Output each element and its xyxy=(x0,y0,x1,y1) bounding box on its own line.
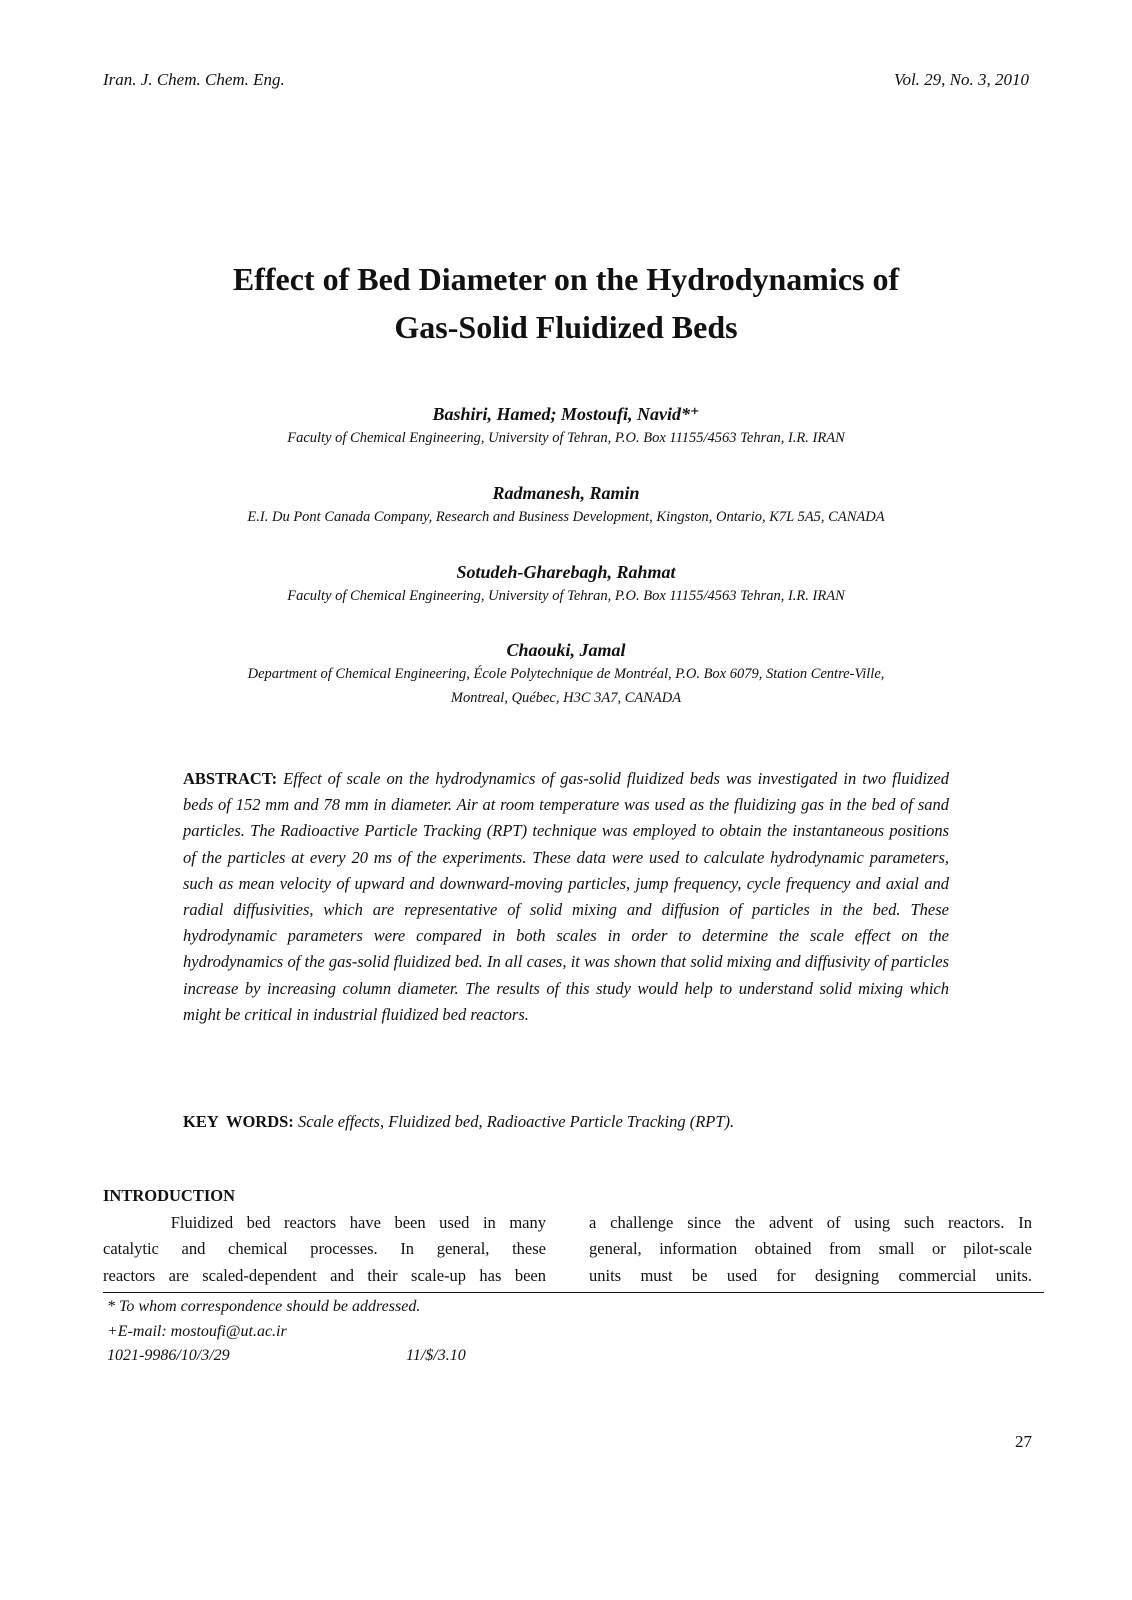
article-code: 1021-9986/10/3/29 xyxy=(107,1347,230,1364)
affiliation-line: Faculty of Chemical Engineering, University of Tehran, P.O. Box 11155/4563 Tehran, I.R. IRAN xyxy=(287,430,845,446)
author-name: Radmanesh, Ramin xyxy=(492,483,640,503)
affiliation-line: Faculty of Chemical Engineering, University of Tehran, P.O. Box 11155/4563 Tehran, I.R. IRAN xyxy=(287,588,845,604)
author-block-1 xyxy=(120,402,1012,450)
intro-line: general, information obtained from small or pilot-scale xyxy=(589,1239,1032,1259)
title-line-2: Gas-Solid Fluidized Beds xyxy=(394,309,738,345)
intro-line: a challenge since the advent of using such reactors. In xyxy=(589,1213,1032,1232)
author-affiliation xyxy=(120,584,1012,608)
author-block-4 xyxy=(120,638,1012,710)
footnote-divider xyxy=(103,1292,1044,1293)
affiliation-line: Montreal, Québec, H3C 3A7, CANADA xyxy=(450,690,682,706)
author-block-3 xyxy=(120,560,1012,608)
author-block-2 xyxy=(120,481,1012,529)
keywords xyxy=(183,1112,734,1132)
abstract-label: ABSTRACT: xyxy=(183,769,278,788)
section-heading-introduction: INTRODUCTION xyxy=(103,1186,236,1205)
affiliation-line: Department of Chemical Engineering, École Polytechnique de Montréal, P.O. Box 6079, Station Centre-Ville, xyxy=(247,666,885,682)
intro-line: catalytic and chemical processes. In general, these xyxy=(103,1239,546,1259)
author-affiliation xyxy=(120,662,1012,710)
price-code: 11/$/3.10 xyxy=(406,1347,466,1364)
footnote-code-row xyxy=(107,1344,466,1369)
keywords-label: KEY WORDS: xyxy=(183,1112,294,1131)
intro-line: Fluidized bed reactors have been used in many xyxy=(103,1213,546,1232)
author-affiliation xyxy=(120,505,1012,529)
intro-line: reactors are scaled-dependent and their scale-up has been xyxy=(103,1265,546,1285)
intro-column-right xyxy=(589,1210,1032,1289)
intro-line: units must be used for designing commercial units. xyxy=(589,1265,1032,1285)
footnote-email: +E-mail: mostoufi@ut.ac.ir xyxy=(107,1322,287,1340)
abstract xyxy=(183,766,949,1028)
title-line-1: Effect of Bed Diameter on the Hydrodynamics of xyxy=(232,261,900,297)
journal-name: Iran. J. Chem. Chem. Eng. xyxy=(103,70,285,89)
volume-info: Vol. 29, No. 3, 2010 xyxy=(893,70,1029,89)
affiliation-line: E.I. Du Pont Canada Company, Research and Business Development, Kingston, Ontario, K7L 5A5, CANADA xyxy=(247,509,885,525)
intro-column-left xyxy=(103,1210,546,1289)
keywords-text: Scale effects, Fluidized bed, Radioactive Particle Tracking (RPT). xyxy=(297,1112,735,1131)
page-number: 27 xyxy=(1015,1432,1032,1451)
author-affiliation xyxy=(120,426,1012,450)
abstract-text: Effect of scale on the hydrodynamics of gas-solid fluidized beds was investigated in two fluidized beds of 152 mm and 78 mm in diameter. Air at room temperature was used as the fluidizing gas in the bed of sand particles. The Radioactive Particle Tracking (RPT) technique was employed to obtain the instantaneous positions of the particles at every 20 ms of the experiments. These data were used to calculate hydrodynamic parameters, such as mean velocity of upward and downward-moving particles, jump frequency, cycle frequency and axial and radial diffusivities, which are representative of solid mixing and diffusion of particles in the bed. These hydrodynamic parameters were compared in both scales in order to determine the scale effect on the hydrodynamics of the gas-solid fluidized bed. In all cases, it was shown that solid mixing and diffusivity of particles increase by increasing column diameter. The results of this study would help to understand solid mixing which might be critical in industrial fluidized bed reactors. xyxy=(183,769,949,1024)
author-name: Chaouki, Jamal xyxy=(506,640,626,660)
author-name: Bashiri, Hamed; Mostoufi, Navid*⁺ xyxy=(432,404,700,424)
footnote-correspondence: * To whom correspondence should be addressed. xyxy=(107,1298,421,1315)
author-name: Sotudeh-Gharebagh, Rahmat xyxy=(456,562,676,582)
footnotes xyxy=(107,1295,466,1369)
paper-title xyxy=(120,255,1012,351)
